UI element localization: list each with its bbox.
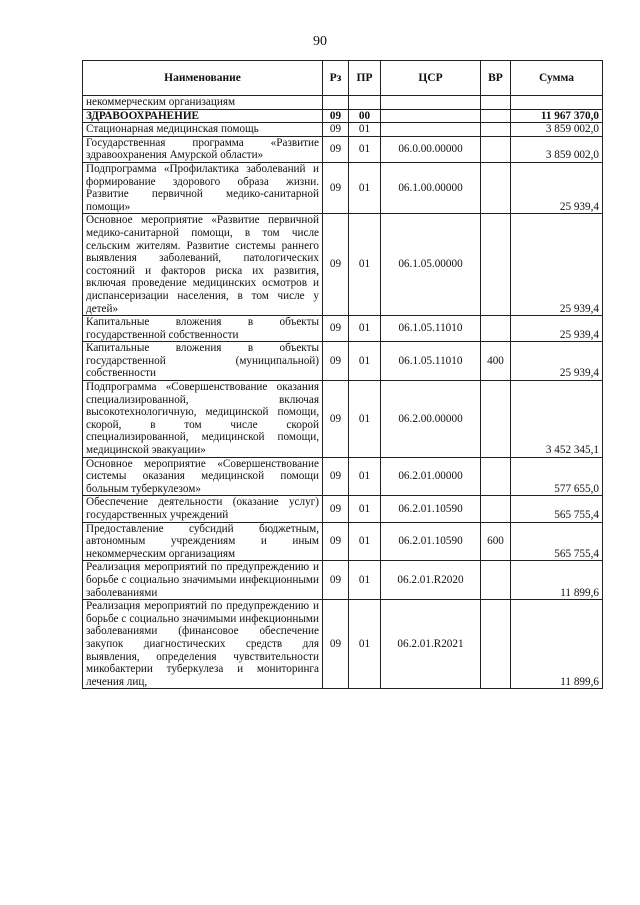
row-pr: 01: [349, 136, 381, 162]
row-csr: [381, 109, 481, 123]
table-row: [83, 457, 603, 496]
table-row: [83, 522, 603, 561]
table-row: [83, 561, 603, 600]
row-csr: [381, 123, 481, 137]
row-sum: 25 939,4: [511, 342, 603, 381]
row-sum: 565 755,4: [511, 522, 603, 561]
row-name: некоммерческим организациям: [83, 96, 323, 110]
row-vr: [481, 214, 511, 316]
row-csr: 06.2.01.R2020: [381, 561, 481, 600]
row-vr: [481, 457, 511, 496]
column-header-pr: ПР: [349, 61, 381, 96]
row-csr: 06.1.00.00000: [381, 162, 481, 213]
table-row: [83, 109, 603, 123]
row-csr: 06.0.00.00000: [381, 136, 481, 162]
table-row: [83, 316, 603, 342]
row-rz: 09: [323, 496, 349, 522]
column-header-vr: ВР: [481, 61, 511, 96]
row-vr: [481, 123, 511, 137]
row-rz: 09: [323, 136, 349, 162]
row-vr: [481, 316, 511, 342]
row-rz: 09: [323, 214, 349, 316]
row-sum: 577 655,0: [511, 457, 603, 496]
row-vr: [481, 96, 511, 110]
row-name: Реализация мероприятий по предупреждению и борьбе с социально значимыми инфекционными заболеваниями (финансовое обеспечение закупок диагностических средств для выявления, определения чувствительности микобактерии туберкулеза и мониторинга лечения лиц,: [83, 600, 323, 689]
table-body: [83, 96, 603, 689]
row-name: Подпрограмма «Совершенствование оказания специализированной, включая высокотехнологичную, медицинской помощи, скорой, в том числе скорой специализированной, медицинской помощи, медицинской эвакуации»: [83, 381, 323, 458]
row-pr: 01: [349, 561, 381, 600]
row-pr: 01: [349, 342, 381, 381]
row-pr: 01: [349, 381, 381, 458]
row-csr: 06.2.01.00000: [381, 457, 481, 496]
row-vr: [481, 381, 511, 458]
row-vr: [481, 162, 511, 213]
row-csr: 06.1.05.11010: [381, 342, 481, 381]
row-pr: [349, 96, 381, 110]
table-row: [83, 123, 603, 137]
row-rz: 09: [323, 561, 349, 600]
column-header-name: Наименование: [83, 61, 323, 96]
row-name: Основное мероприятие «Развитие первичной медико-санитарной помощи, в том числе сельским жителям. Развитие системы раннего выявления заболеваний, патологических состояний и факторов риска их развития, включая проведение медицинских осмотров и диспансеризации населения, в том числе у детей»: [83, 214, 323, 316]
row-pr: 01: [349, 162, 381, 213]
row-rz: 09: [323, 316, 349, 342]
row-rz: 09: [323, 522, 349, 561]
table-header-row: [83, 61, 603, 96]
table-row: [83, 214, 603, 316]
row-vr: [481, 136, 511, 162]
row-csr: 06.2.00.00000: [381, 381, 481, 458]
row-name: Предоставление субсидий бюджетным, автономным учреждениям и иным некоммерческим организациям: [83, 522, 323, 561]
row-sum: 11 899,6: [511, 600, 603, 689]
column-header-sum: Сумма: [511, 61, 603, 96]
row-csr: 06.2.01.10590: [381, 522, 481, 561]
column-header-rz: Рз: [323, 61, 349, 96]
column-header-csr: ЦСР: [381, 61, 481, 96]
row-sum: 25 939,4: [511, 214, 603, 316]
row-sum: 3 859 002,0: [511, 136, 603, 162]
row-rz: 09: [323, 457, 349, 496]
row-csr: 06.2.01.R2021: [381, 600, 481, 689]
row-name: Капитальные вложения в объекты государственной (муниципальной) собственности: [83, 342, 323, 381]
row-vr: [481, 496, 511, 522]
table-row: [83, 136, 603, 162]
table-row: [83, 96, 603, 110]
row-pr: 01: [349, 214, 381, 316]
table-row: [83, 600, 603, 689]
page-number: 90: [313, 34, 327, 49]
row-sum: 11 967 370,0: [511, 109, 603, 123]
row-sum: 3 452 345,1: [511, 381, 603, 458]
row-sum: 25 939,4: [511, 162, 603, 213]
row-pr: 01: [349, 600, 381, 689]
row-vr: 600: [481, 522, 511, 561]
row-pr: 00: [349, 109, 381, 123]
row-vr: [481, 561, 511, 600]
row-pr: 01: [349, 123, 381, 137]
row-csr: 06.2.01.10590: [381, 496, 481, 522]
row-csr: [381, 96, 481, 110]
row-pr: 01: [349, 496, 381, 522]
row-sum: 11 899,6: [511, 561, 603, 600]
row-pr: 01: [349, 316, 381, 342]
table-row: [83, 162, 603, 213]
row-name: Стационарная медицинская помощь: [83, 123, 323, 137]
row-rz: 09: [323, 123, 349, 137]
row-name: Государственная программа «Развитие здравоохранения Амурской области»: [83, 136, 323, 162]
row-sum: 3 859 002,0: [511, 123, 603, 137]
row-vr: [481, 109, 511, 123]
row-name: Подпрограмма «Профилактика заболеваний и формирование здорового образа жизни. Развитие первичной медико-санитарной помощи»: [83, 162, 323, 213]
row-sum: 565 755,4: [511, 496, 603, 522]
row-rz: 09: [323, 342, 349, 381]
budget-table: [82, 60, 603, 689]
row-csr: 06.1.05.00000: [381, 214, 481, 316]
row-vr: 400: [481, 342, 511, 381]
row-csr: 06.1.05.11010: [381, 316, 481, 342]
row-pr: 01: [349, 457, 381, 496]
row-pr: 01: [349, 522, 381, 561]
row-name: ЗДРАВООХРАНЕНИЕ: [83, 109, 323, 123]
row-name: Капитальные вложения в объекты государственной собственности: [83, 316, 323, 342]
row-rz: 09: [323, 381, 349, 458]
table-row: [83, 342, 603, 381]
row-name: Основное мероприятие «Совершенствование системы оказания медицинской помощи больным туберкулезом»: [83, 457, 323, 496]
table-row: [83, 381, 603, 458]
row-rz: 09: [323, 109, 349, 123]
row-rz: 09: [323, 600, 349, 689]
row-rz: [323, 96, 349, 110]
table-row: [83, 496, 603, 522]
row-name: Обеспечение деятельности (оказание услуг) государственных учреждений: [83, 496, 323, 522]
row-rz: 09: [323, 162, 349, 213]
row-vr: [481, 600, 511, 689]
row-sum: 25 939,4: [511, 316, 603, 342]
row-name: Реализация мероприятий по предупреждению и борьбе с социально значимыми инфекционными заболеваниями: [83, 561, 323, 600]
row-sum: [511, 96, 603, 110]
